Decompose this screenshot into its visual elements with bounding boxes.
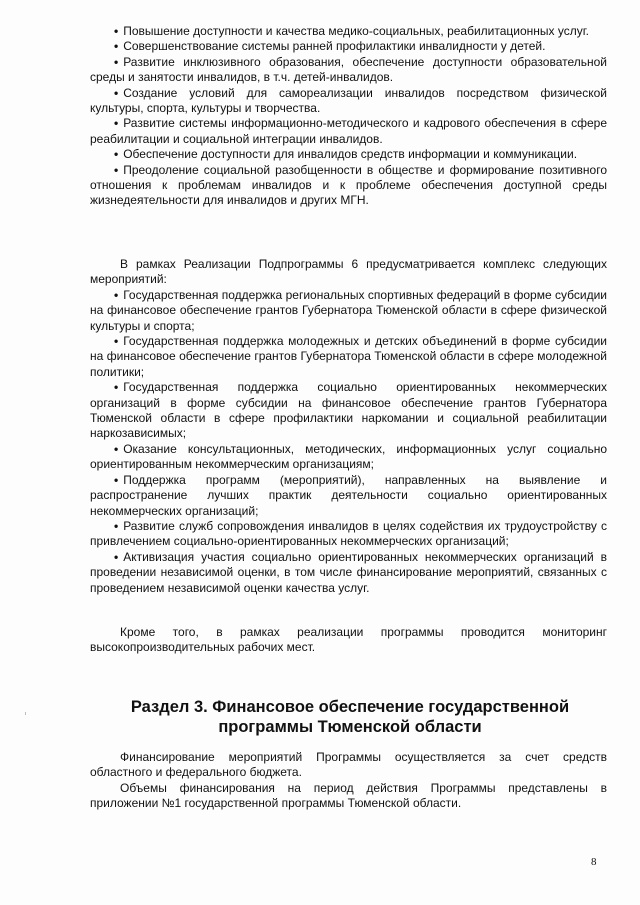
bullet-icon: •	[114, 441, 119, 456]
subprogram-intro: В рамках Реализации Подпрограммы 6 предусматривается комплекс следующих мероприятий:	[90, 257, 607, 287]
list-item	[90, 147, 607, 162]
list-item	[90, 163, 607, 209]
list-item-text: Поддержка программ (мероприятий), направленных на выявление и распространение лучших практик деятельности социально ориентированных некоммерческих организаций;	[90, 472, 607, 518]
finance-paragraph: Объемы финансирования на период действия Программы представлены в приложении №1 государственной программы Тюменской области.	[90, 780, 607, 811]
finance-block	[90, 750, 607, 812]
monitoring-block	[90, 625, 607, 656]
list-item-text: Развитие системы информационно-методического и кадрового обеспечения в сфере реабилитации и социальной интеграции инвалидов.	[90, 116, 607, 146]
list-item-text: Государственная поддержка региональных спортивных федераций в форме субсидии на финансовое обеспечение грантов Губернатора Тюменской области в сфере физической культуры и спорта;	[90, 287, 607, 333]
bullet-icon: •	[114, 54, 119, 69]
list-item-text: Повышение доступности и качества медико-социальных, реабилитационных услуг.	[123, 24, 589, 38]
list-item	[90, 473, 607, 519]
list-item	[90, 519, 607, 550]
bullet-icon: •	[114, 39, 119, 54]
list-item-text: Развитие служб сопровождения инвалидов в целях содействия их трудоустройству с привлечением социально-ориентированных некоммерческих организаций;	[90, 518, 607, 549]
bullet-icon: •	[114, 334, 119, 349]
list-item	[90, 116, 607, 147]
finance-paragraph: Финансирование мероприятий Программы осуществляется за счет средств областного и федерального бюджета.	[90, 750, 607, 780]
list-item	[90, 334, 607, 380]
list-item-text: Оказание консультационных, методических, информационных услуг социально ориентированным некоммерческим организациям;	[90, 441, 607, 472]
subprogram-events	[90, 257, 607, 596]
scan-artifact	[25, 712, 26, 715]
bullet-icon: •	[114, 147, 119, 162]
bullet-icon: •	[114, 162, 119, 177]
bullet-icon: •	[114, 380, 119, 395]
list-item	[90, 288, 607, 334]
list-item-text: Обеспечение доступности для инвалидов средств информации и коммуникации.	[123, 147, 578, 162]
list-item-text: Совершенствование системы ранней профилактики инвалидности у детей.	[123, 39, 546, 54]
list-item	[90, 442, 607, 473]
bullet-icon: •	[114, 24, 119, 38]
bullet-icon: •	[114, 549, 119, 564]
goals-list	[90, 24, 607, 209]
page-number: 8	[591, 856, 597, 868]
bullet-icon: •	[114, 287, 119, 302]
list-item-text: Преодоление социальной разобщенности в обществе и формирование позитивного отношения к проблемам инвалидов и к проблеме обеспечения доступной среды жизнедеятельности для инвалидов и других МГН.	[90, 162, 607, 208]
bullet-icon: •	[114, 518, 119, 533]
list-item-text: Государственная поддержка социально ориентированных некоммерческих организаций в форме субсидии на финансовое обеспечение грантов Губернатора Тюменской области в сфере профилактики наркомании и социальной реабилитации наркозависимых;	[90, 380, 607, 441]
section-heading: Раздел 3. Финансовое обеспечение государственной программы Тюменской области	[130, 698, 570, 736]
list-item-text: Развитие инклюзивного образования, обеспечение доступности образовательной среды и занятости инвалидов, в т.ч. детей-инвалидов.	[90, 54, 607, 85]
list-item-text: Активизация участия социально ориентированных некоммерческих организаций в проведении независимой оценки, в том числе финансирование мероприятий, связанных с проведением независимой оценки качества услуг.	[90, 549, 607, 595]
monitoring-paragraph: Кроме того, в рамках реализации программы проводится мониторинг высокопроизводительных рабочих мест.	[90, 625, 607, 655]
list-item	[90, 86, 607, 117]
list-item-text: Создание условий для самореализации инвалидов посредством физической культуры, спорта, культуры и творчества.	[90, 85, 607, 116]
bullet-icon: •	[114, 85, 119, 100]
bullet-icon: •	[114, 472, 119, 487]
list-item	[90, 55, 607, 86]
list-item	[90, 24, 607, 39]
bullet-icon: •	[114, 116, 119, 131]
list-item	[90, 39, 607, 54]
list-item	[90, 550, 607, 596]
list-item-text: Государственная поддержка молодежных и детских объединений в форме субсидии на финансовое обеспечение грантов Губернатора Тюменской области в сфере молодежной политики;	[90, 334, 607, 379]
list-item	[90, 380, 607, 442]
